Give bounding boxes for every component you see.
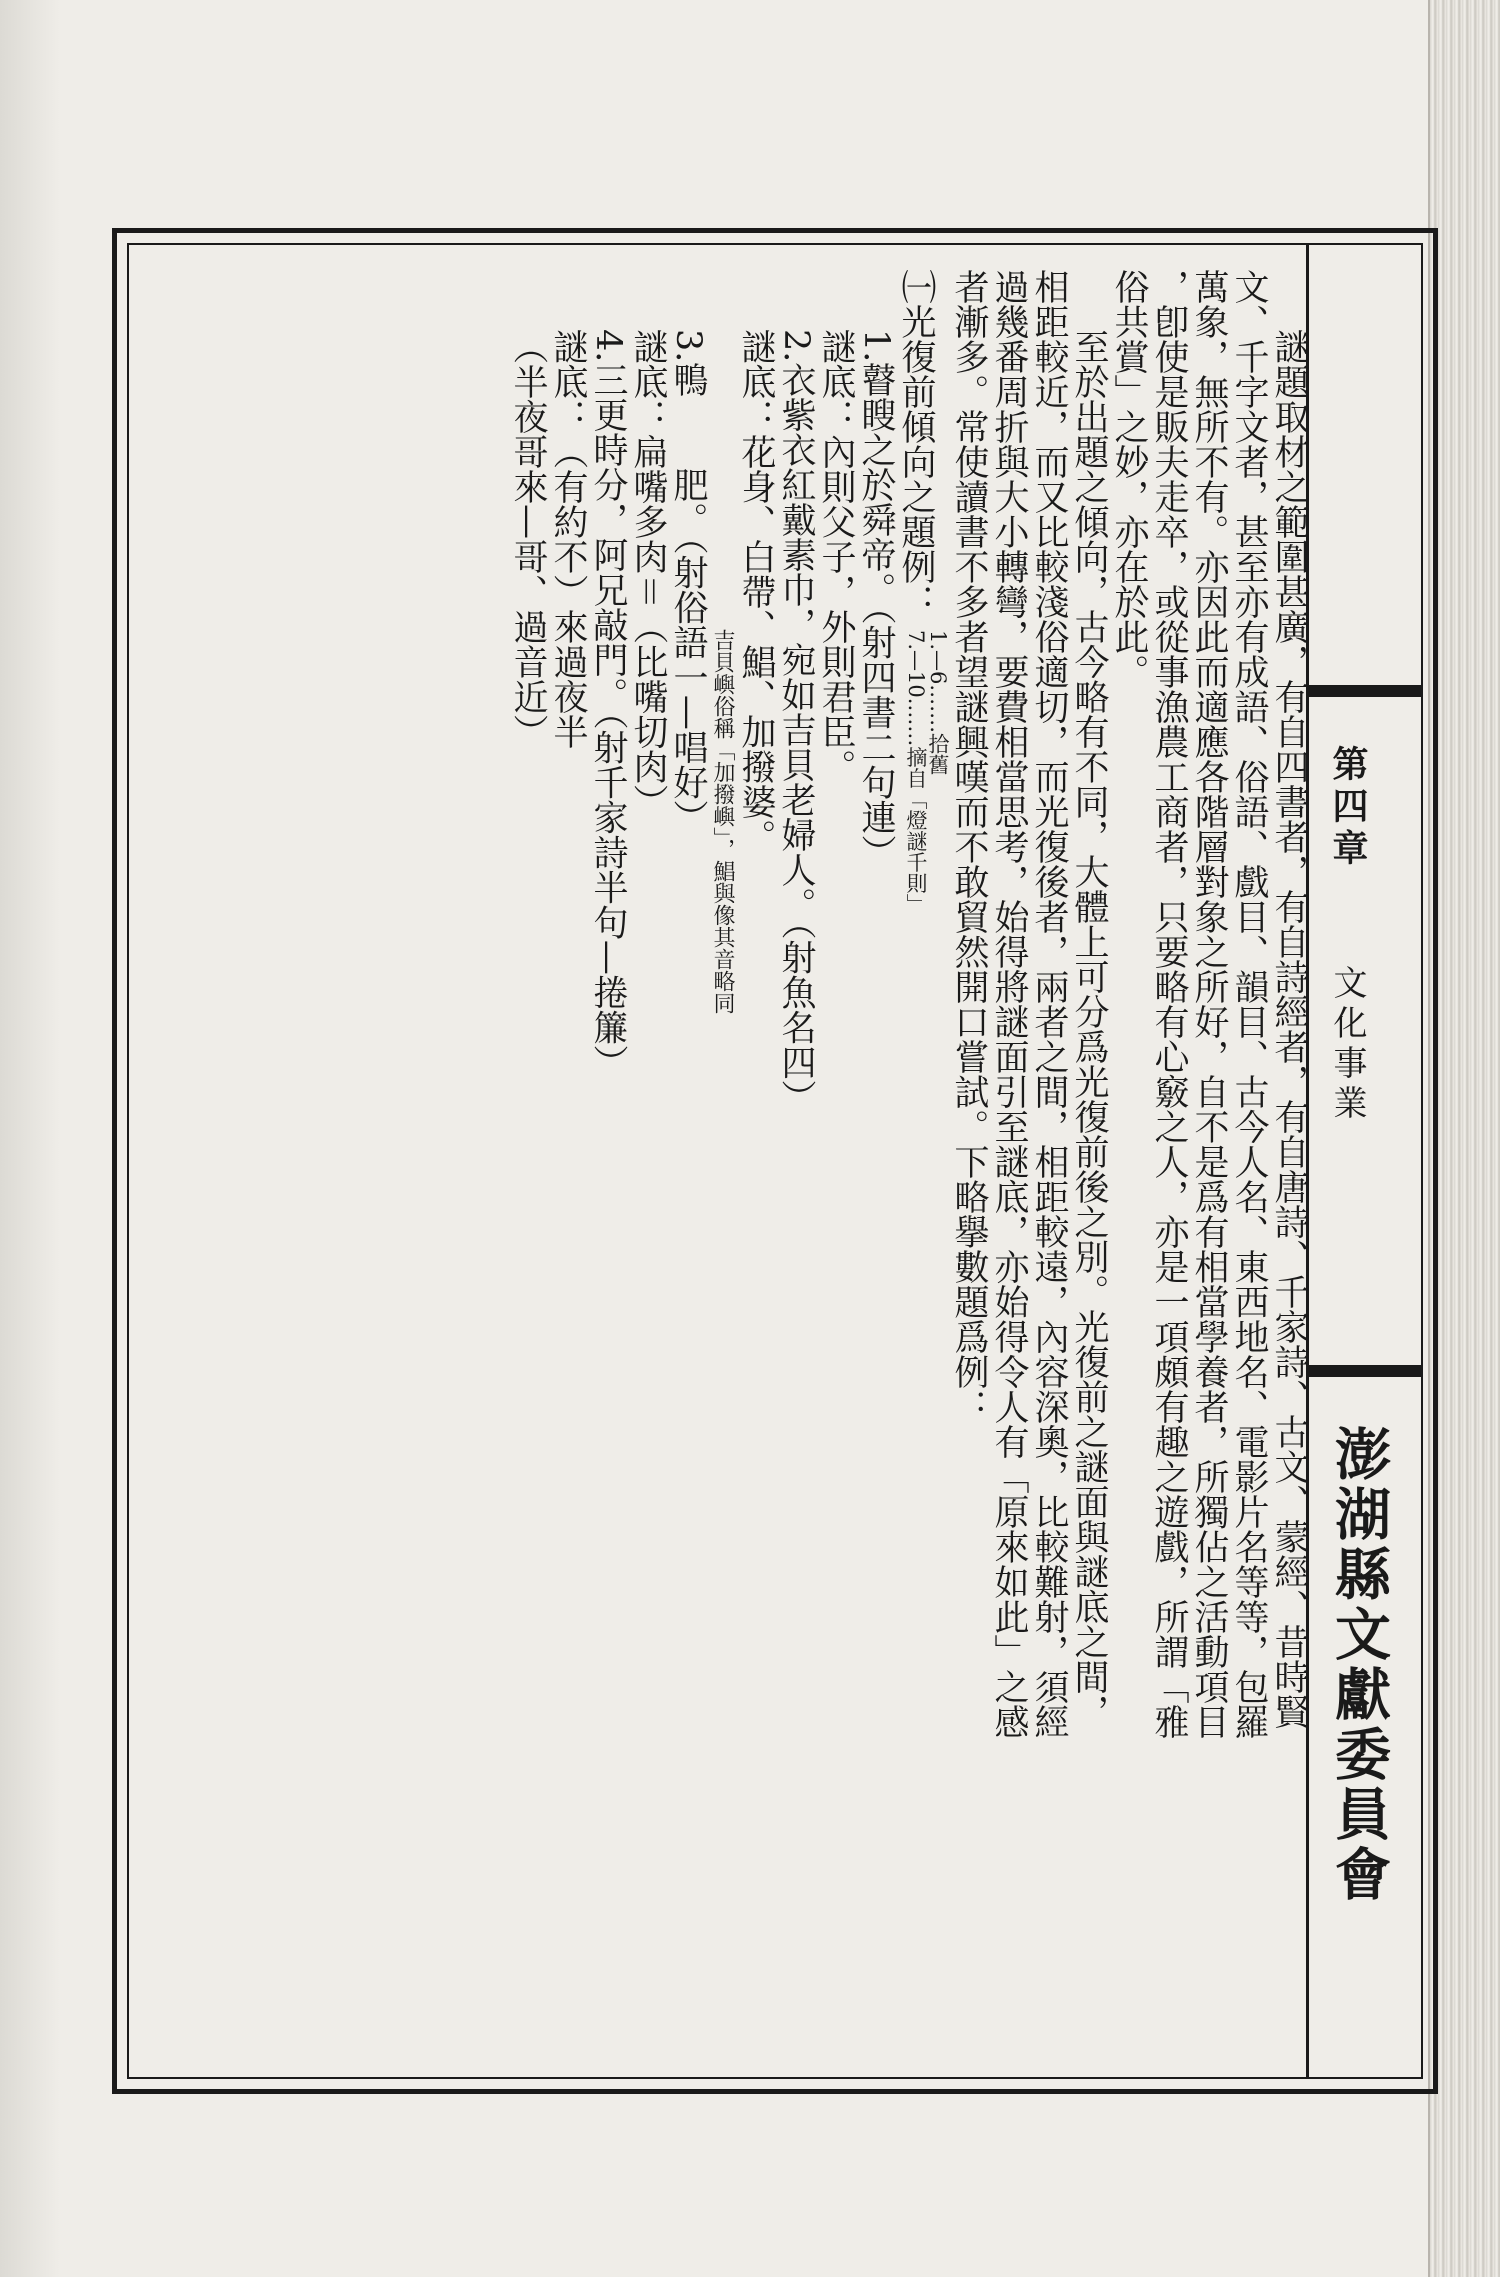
running-header <box>1306 245 1421 2077</box>
page-frame-inner <box>127 243 1423 2079</box>
book-page-edges <box>1428 0 1500 2277</box>
riddle-answer-text: 謎底：扁嘴多肉＝ <box>628 329 668 610</box>
riddle-question <box>668 269 708 2069</box>
chapter-name: 文化事業 <box>1327 965 1367 1125</box>
source-note-2: 7.—10.……摘自「燈謎千則」 <box>904 630 928 915</box>
riddle-hint: （射千家詩半句—捲簾） <box>588 712 628 1080</box>
header-divider-mark <box>1309 1365 1421 1377</box>
riddle-annotation: 吉貝嶼俗稱「加撥嶼」，鯧與像其音略同 <box>710 629 735 1014</box>
page-gutter-shadow <box>0 0 60 2277</box>
riddle-hint: （射俗語一—唱好） <box>668 537 708 835</box>
riddle-text: 1.瞽瞍之於舜帝。 <box>856 329 896 608</box>
riddle-hint: （射魚名四） <box>776 922 816 1115</box>
riddle-answer-hint: （比嘴切肉） <box>628 609 668 820</box>
riddle-text: 3.鴨 肥。 <box>668 329 708 538</box>
riddle-question <box>588 269 628 2069</box>
riddle-hint: （射四書二句連） <box>856 607 896 870</box>
paragraph-line: 謎題取材之範圍甚廣，有自四書者，有自詩經者，有自唐詩、千家詩、古文、蒙經、昔時賢 <box>1269 328 1309 1729</box>
page-frame <box>112 228 1438 2094</box>
riddle-question <box>776 269 816 2069</box>
riddle-answer: 謎底：花身、白帶、鯧、加撥婆。 <box>736 329 776 854</box>
riddle-note: （半夜哥來—哥、過音近） <box>508 329 548 749</box>
main-text <box>139 269 1309 2069</box>
riddle-answer: 謎底：內則父子，外則君臣。 <box>816 329 856 784</box>
section-heading-text: ㈠光復前傾向之題例： <box>896 269 936 619</box>
header-divider-mark <box>1309 685 1421 697</box>
paragraph-line: 文、千字文者，甚至亦有成語、俗語、戲目、韻目、古今人名、東西地名、電影片名等等，包羅 <box>1229 269 1269 1739</box>
paragraph-line: 相距較近，而又比較淺俗適切，而光復後者，兩者之間，相距較遠，內容深奧，比較難射，須經 <box>1029 269 1069 1739</box>
riddle-answer-hint: （有約不）來過夜半 <box>548 434 588 749</box>
running-title: 澎湖縣文獻委員會 <box>1326 1425 1392 1905</box>
riddle-question <box>856 269 896 2069</box>
riddle-answer <box>548 269 588 2069</box>
section-heading <box>896 269 949 2069</box>
riddle-text: 4.三更時分，阿兄敲門。 <box>588 329 628 713</box>
paragraph-line: 過幾番周折與大小轉彎，要費相當思考，始得將謎面引至謎底，亦始得令人有「原來如此」之感 <box>989 269 1029 1739</box>
paragraph-line: ，卽使是販夫走卒，或從事漁農工商者，只要略有心竅之人，亦是一項頗有趣之遊戲，所謂「雅 <box>1149 269 1189 1739</box>
paragraph-line: 至於出題之傾向，古今略有不同，大體上可分爲光復前後之別。光復前之謎面與謎底之間， <box>1069 328 1109 1729</box>
riddle-answer-text: 謎底： <box>548 329 588 434</box>
paragraph-line: 者漸多。常使讀書不多者望謎興嘆而不敢貿然開口嘗試。下略擧數題爲例： <box>949 269 989 1424</box>
chapter-number: 第四章 <box>1327 745 1369 871</box>
source-note <box>905 630 949 914</box>
source-note-1: 1.—6.……拾舊 <box>926 630 950 776</box>
riddle-answer <box>628 269 668 2069</box>
riddle-text: 2.衣紫衣紅戴素巾，宛如吉貝老婦人。 <box>776 329 816 923</box>
paragraph-line: 俗共賞」之妙，亦在於此。 <box>1109 269 1149 689</box>
paragraph-line: 萬象，無所不有。亦因此而適應各階層對象之所好，自不是爲有相當學養者，所獨佔之活動項目 <box>1189 269 1229 1739</box>
